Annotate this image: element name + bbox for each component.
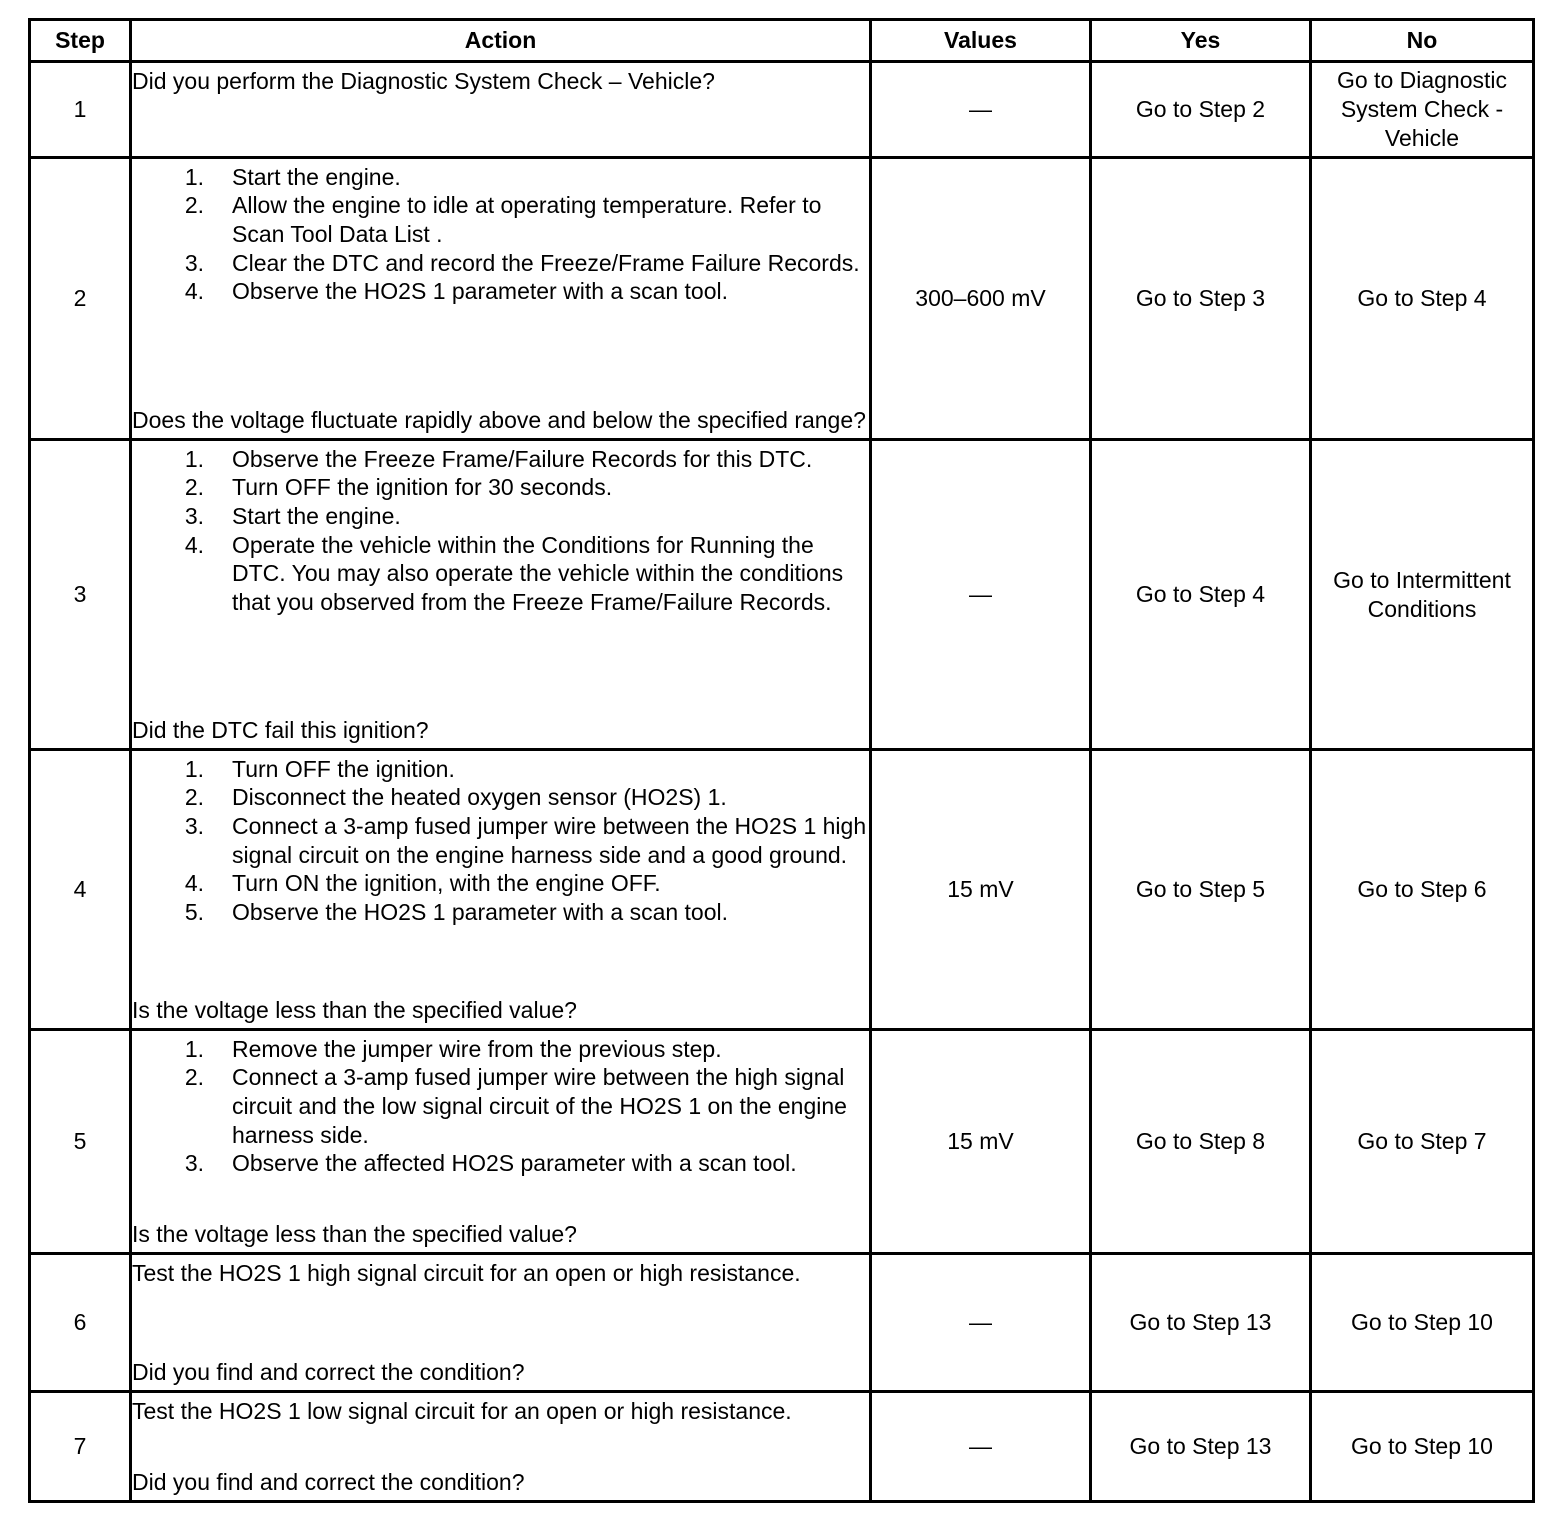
procedure-item-number: 2.	[184, 474, 204, 501]
action-question: Is the voltage less than the specified value?	[132, 996, 577, 1023]
procedure-item-number: 3.	[184, 249, 204, 276]
procedure-item-text: Connect a 3-amp fused jumper wire between the high signal circuit and the low signal circuit of the HO2S 1 on the engine harness side.	[232, 1064, 847, 1148]
value-cell: —	[871, 440, 1091, 750]
table-row	[30, 1254, 1534, 1392]
table-row	[30, 440, 1534, 750]
no-outcome: Go to Step 10	[1311, 1254, 1534, 1392]
value-cell: —	[871, 62, 1091, 158]
procedure-item-text: Observe the HO2S 1 parameter with a scan tool.	[232, 899, 729, 926]
action-cell	[131, 440, 871, 750]
procedure-item-text: Turn OFF the ignition for 30 seconds.	[232, 474, 613, 501]
procedure-item	[132, 898, 869, 927]
action-question: Did you find and correct the condition?	[132, 1468, 525, 1495]
procedure-item	[132, 191, 869, 248]
no-outcome: Go to Diagnostic System Check - Vehicle	[1311, 62, 1534, 158]
step-number: 6	[30, 1254, 131, 1392]
procedure-item-text: Start the engine.	[232, 163, 401, 190]
procedure-item-number: 1.	[184, 445, 204, 472]
value-cell: —	[871, 1254, 1091, 1392]
action-cell	[131, 750, 871, 1030]
procedure-item-number: 2.	[184, 192, 204, 219]
procedure-item-number: 4.	[184, 870, 204, 897]
step-number: 7	[30, 1392, 131, 1502]
header-values: Values	[871, 20, 1091, 62]
no-outcome: Go to Step 6	[1311, 750, 1534, 1030]
action-question: Did you find and correct the condition?	[132, 1358, 525, 1385]
header-no: No	[1311, 20, 1534, 62]
action-question: Did the DTC fail this ignition?	[132, 716, 429, 743]
procedure-item-number: 1.	[184, 755, 204, 782]
table-row	[30, 1030, 1534, 1254]
procedure-item-text: Start the engine.	[232, 502, 401, 529]
yes-outcome: Go to Step 4	[1091, 440, 1311, 750]
header-row	[30, 20, 1534, 62]
value-cell: —	[871, 1392, 1091, 1502]
procedure-list	[132, 445, 869, 617]
value-cell: 15 mV	[871, 1030, 1091, 1254]
table-row	[30, 750, 1534, 1030]
action-text: Test the HO2S 1 low signal circuit for an open or high resistance.	[132, 1397, 792, 1424]
step-number: 5	[30, 1030, 131, 1254]
procedure-item-text: Allow the engine to idle at operating temperature. Refer to Scan Tool Data List .	[232, 192, 822, 247]
procedure-item-text: Observe the Freeze Frame/Failure Records for this DTC.	[232, 445, 813, 472]
yes-outcome: Go to Step 13	[1091, 1392, 1311, 1502]
procedure-item-text: Connect a 3-amp fused jumper wire between the HO2S 1 high signal circuit on the engine harness side and a good ground.	[232, 812, 867, 868]
procedure-item	[132, 473, 869, 502]
procedure-item-number: 2.	[184, 1064, 204, 1091]
no-outcome: Go to Intermittent Conditions	[1311, 440, 1534, 750]
procedure-item	[132, 163, 869, 192]
table-row	[30, 1392, 1534, 1502]
step-number: 3	[30, 440, 131, 750]
procedure-item-text: Operate the vehicle within the Conditions for Running the DTC. You may also operate the vehicle within the conditions that you observed from the Freeze Frame/Failure Records.	[232, 531, 844, 616]
action-cell	[131, 1030, 871, 1254]
action-text: Did you perform the Diagnostic System Check – Vehicle?	[132, 67, 715, 94]
procedure-item	[132, 755, 869, 784]
procedure-item-number: 1.	[184, 163, 204, 190]
procedure-item	[132, 1035, 869, 1064]
yes-outcome: Go to Step 3	[1091, 158, 1311, 440]
procedure-item-text: Observe the affected HO2S parameter with a scan tool.	[232, 1150, 797, 1177]
procedure-item	[132, 445, 869, 474]
yes-outcome: Go to Step 2	[1091, 62, 1311, 158]
header-action: Action	[131, 20, 871, 62]
procedure-list	[132, 163, 869, 307]
step-number: 1	[30, 62, 131, 158]
action-question: Does the voltage fluctuate rapidly above and below the specified range?	[132, 406, 866, 433]
procedure-item-number: 1.	[184, 1035, 204, 1062]
procedure-item	[132, 502, 869, 531]
procedure-item-text: Turn ON the ignition, with the engine OFF.	[232, 870, 661, 897]
procedure-list	[132, 1035, 869, 1179]
step-number: 4	[30, 750, 131, 1030]
step-number: 2	[30, 158, 131, 440]
action-cell	[131, 1392, 871, 1502]
procedure-item	[132, 869, 869, 898]
header-step: Step	[30, 20, 131, 62]
procedure-item	[132, 1063, 869, 1149]
value-cell: 300–600 mV	[871, 158, 1091, 440]
no-outcome: Go to Step 7	[1311, 1030, 1534, 1254]
action-cell	[131, 158, 871, 440]
yes-outcome: Go to Step 8	[1091, 1030, 1311, 1254]
procedure-item-text: Disconnect the heated oxygen sensor (HO2S) 1.	[232, 784, 727, 811]
procedure-item-text: Turn OFF the ignition.	[232, 755, 455, 782]
procedure-item	[132, 531, 869, 617]
procedure-item-number: 3.	[184, 812, 204, 839]
procedure-item	[132, 1149, 869, 1178]
action-cell	[131, 1254, 871, 1392]
action-cell	[131, 62, 871, 158]
table-row	[30, 158, 1534, 440]
procedure-item-number: 4.	[184, 278, 204, 305]
yes-outcome: Go to Step 13	[1091, 1254, 1311, 1392]
procedure-item-number: 3.	[184, 1150, 204, 1177]
procedure-item-text: Clear the DTC and record the Freeze/Frame Failure Records.	[232, 249, 860, 276]
action-question: Is the voltage less than the specified value?	[132, 1220, 577, 1247]
yes-outcome: Go to Step 5	[1091, 750, 1311, 1030]
procedure-item	[132, 783, 869, 812]
procedure-item	[132, 277, 869, 306]
table-row	[30, 62, 1534, 158]
diagnostic-table	[28, 18, 1535, 1503]
procedure-item-number: 4.	[184, 531, 204, 558]
value-cell: 15 mV	[871, 750, 1091, 1030]
procedure-item	[132, 249, 869, 278]
procedure-list	[132, 755, 869, 927]
no-outcome: Go to Step 4	[1311, 158, 1534, 440]
header-yes: Yes	[1091, 20, 1311, 62]
procedure-item-number: 3.	[184, 502, 204, 529]
procedure-item	[132, 812, 869, 869]
procedure-item-number: 5.	[184, 899, 204, 926]
no-outcome: Go to Step 10	[1311, 1392, 1534, 1502]
procedure-item-number: 2.	[184, 784, 204, 811]
table-body	[30, 62, 1534, 1502]
action-text: Test the HO2S 1 high signal circuit for an open or high resistance.	[132, 1259, 801, 1286]
procedure-item-text: Observe the HO2S 1 parameter with a scan tool.	[232, 278, 729, 305]
procedure-item-text: Remove the jumper wire from the previous step.	[232, 1035, 722, 1062]
